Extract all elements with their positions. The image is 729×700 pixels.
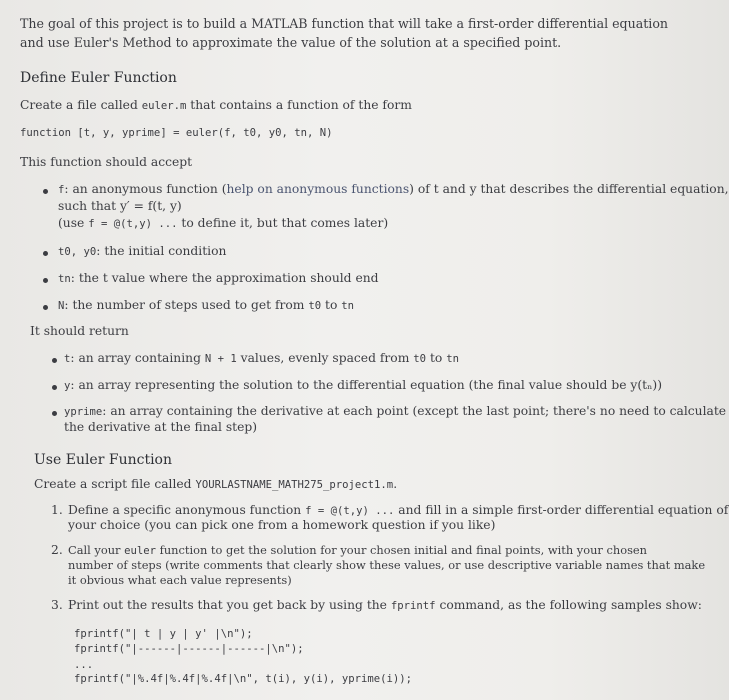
t-text-mid: values, evenly spaced from	[236, 351, 414, 365]
accept-line: This function should accept	[20, 155, 193, 169]
item-number: 2.	[51, 543, 63, 557]
bullet-dot	[52, 358, 57, 363]
code-tn-3: tn	[446, 353, 459, 365]
item1-post: and fill in a simple first-order differential equation of	[394, 503, 729, 517]
item2-line3: it obvious what each value represents)	[68, 573, 292, 587]
item3-post: command, as the following samples show:	[435, 598, 702, 612]
f-line3-pre: (use	[58, 216, 89, 230]
t-text-mid2: to	[426, 351, 447, 365]
bullet-f-line1	[58, 182, 729, 196]
use-create-post: .	[393, 477, 398, 491]
anonymous-functions-help-link[interactable]: help on anonymous functions	[226, 182, 410, 196]
intro-paragraph: The goal of this project is to build a MATLAB function that will take a first-order differential equation and use Euler's Method to approximate the value of the solution at a specified point.	[20, 16, 669, 50]
t-text-pre: : an array containing	[70, 351, 205, 365]
code-f: f	[58, 184, 65, 196]
function-signature: function [t, y, yprime] = euler(f, t0, y0, tn, N)	[20, 127, 333, 139]
f-line3-code: f = @(t,y) ...	[88, 218, 178, 230]
code-t0-y0: t0, y0	[58, 246, 97, 258]
use-create-pre: Create a script file called	[34, 477, 196, 491]
item1-line2: your choice (you can pick one from a homework question if you like)	[68, 518, 496, 532]
item3-pre: Print out the results that you get back by using the	[68, 598, 391, 612]
item2-post: function to get the solution for your chosen initial and final points, with your chosen	[156, 543, 647, 557]
item1-code: f = @(t,y) ...	[305, 505, 395, 517]
y-text: : an array representing the solution to the differential equation (the final value should be y(tₙ))	[70, 378, 662, 392]
create-pre: Create a file called	[20, 98, 142, 112]
item-number: 1.	[51, 503, 63, 517]
item2-pre: Call your	[68, 543, 125, 557]
N-text-pre: : the number of steps used to get from	[64, 298, 309, 312]
bullet-dot	[43, 305, 48, 310]
file-euler-m: euler.m	[141, 100, 187, 112]
bullet-f-line2: such that y′ = f(t, y)	[58, 199, 182, 213]
item1-line1	[68, 503, 728, 517]
N-text-mid: to	[321, 298, 342, 312]
code-yprime: yprime	[64, 406, 103, 418]
bullet-yprime-line2: the derivative at the final step)	[64, 420, 258, 434]
bullet-dot	[52, 411, 57, 416]
t0y0-text: : the initial condition	[96, 244, 227, 258]
tn-text: : the t value where the approximation should end	[70, 271, 379, 285]
item-number: 3.	[51, 598, 63, 612]
code-line-3: ...	[74, 659, 94, 671]
bullet-dot	[43, 251, 48, 256]
return-line: It should return	[30, 324, 129, 338]
file-project1-m: YOURLASTNAME_MATH275_project1.m	[195, 479, 394, 491]
use-create-line	[34, 477, 397, 491]
code-N-plus-1: N + 1	[204, 353, 237, 365]
code-line-2: fprintf("|------|------|------|\n");	[74, 643, 304, 655]
yprime-text-1: : an array containing the derivative at each point (except the last point; there's no need to calculate	[102, 404, 727, 418]
bullet-t0y0	[58, 244, 226, 258]
code-line-1: fprintf("| t | y | y' |\n");	[74, 628, 253, 640]
item2-line1	[68, 543, 647, 557]
bullet-dot	[43, 278, 48, 283]
item3-line1	[68, 598, 702, 612]
code-t0-3: t0	[413, 353, 427, 365]
define-create-line	[20, 98, 412, 112]
code-tn: tn	[58, 273, 71, 285]
bullet-t	[64, 351, 459, 365]
f-post: ) of t and y that describes the differential equation,	[409, 182, 729, 196]
bullet-tn	[58, 271, 379, 285]
code-t0: t0	[308, 300, 322, 312]
code-tn-2: tn	[341, 300, 355, 312]
define-heading: Define Euler Function	[20, 70, 177, 86]
create-post: that contains a function of the form	[186, 98, 412, 112]
bullet-N	[58, 298, 354, 312]
bullet-yprime-line1	[64, 404, 726, 418]
code-y: y	[64, 380, 71, 392]
item2-code: euler	[124, 545, 156, 557]
use-heading: Use Euler Function	[34, 452, 172, 468]
bullet-dot	[43, 189, 48, 194]
bullet-y	[64, 378, 662, 392]
bullet-dot	[52, 385, 57, 390]
f-line3-post: to define it, but that comes later)	[177, 216, 389, 230]
item1-pre: Define a specific anonymous function	[68, 503, 306, 517]
code-N: N	[58, 300, 65, 312]
item3-code: fprintf	[390, 600, 436, 612]
code-t: t	[64, 353, 71, 365]
code-line-4: fprintf("|%.4f|%.4f|%.4f|\n", t(i), y(i), yprime(i));	[74, 673, 413, 685]
item2-line2: number of steps (write comments that clearly show these values, or use descriptive variable names that make	[68, 558, 706, 572]
f-pre: : an anonymous function (	[64, 182, 227, 196]
bullet-f-line3	[58, 216, 388, 230]
